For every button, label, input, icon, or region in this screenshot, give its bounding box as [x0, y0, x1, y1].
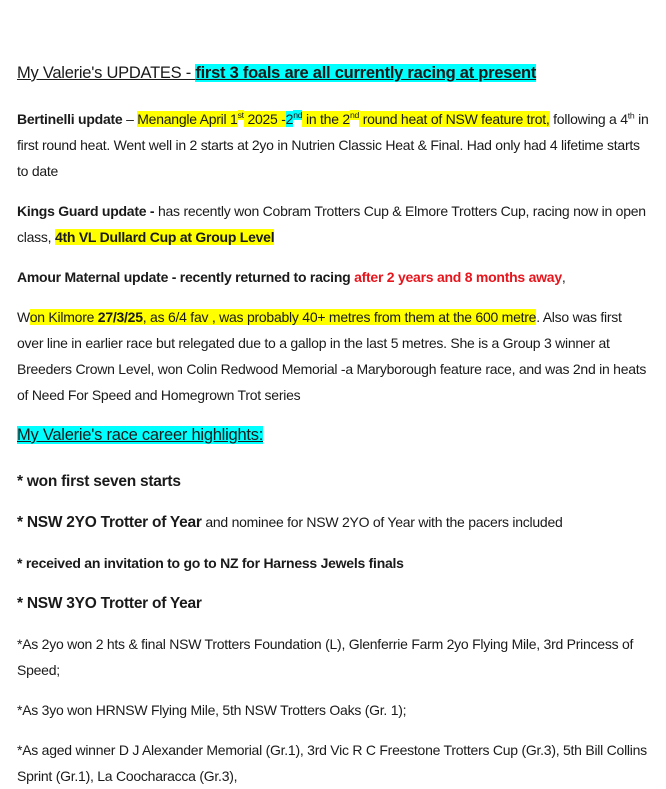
text-run: *As 2yo won 2 hts & final NSW Trotters Foundation (L), Glenferrie Farm 2yo Flying Mile, 3rd Princess of Speed;	[17, 636, 634, 678]
text-run: . Also was first over line in earlier race but relegated due to a gallop in the last 5 metres. She is a Group 3 winner at Breeders Crown Level, won Colin Redwood Memorial -a Maryborough feature race, and was 2nd in heats of Need For Speed and Homegrown Trot series	[17, 309, 647, 403]
text-run: 4th VL Dullard Cup at Group Level	[54, 229, 275, 245]
text-run: Bertinelli update	[17, 111, 123, 127]
text-run: W	[17, 309, 30, 325]
text-run: My Valerie's race career highlights:	[17, 426, 264, 444]
text-run: th	[627, 110, 635, 121]
text-run: nd	[293, 110, 303, 121]
text-run: nd	[349, 110, 360, 121]
text-run: * NSW 3YO Trotter of Year	[17, 595, 202, 612]
text-run: has recently won Cobram Trotters Cup & Elmore Trotters Cup, racing now in open class,	[17, 203, 646, 245]
paragraph-bertinelli-update	[17, 106, 650, 184]
paragraph-as-aged-results	[17, 737, 650, 789]
paragraph-highlight-nsw-2yo	[17, 509, 650, 536]
text-run: Kings Guard update -	[17, 203, 158, 219]
paragraph-as-3yo-results	[17, 697, 650, 723]
text-run: 2	[285, 111, 294, 127]
text-run: * won first seven starts	[17, 473, 181, 490]
paragraph-highlight-nz-invitation	[17, 550, 650, 576]
text-run: My Valerie's UPDATES -	[17, 64, 196, 82]
paragraph-kings-guard-update	[17, 198, 650, 250]
paragraph-amour-maternal-update	[17, 264, 650, 290]
text-run: following a 4	[549, 111, 628, 127]
text-run: on Kilmore	[29, 309, 98, 325]
paragraph-highlight-won-first-seven	[17, 468, 650, 495]
text-run: first 3 foals are all currently racing at present	[195, 64, 537, 82]
text-run: *As 3yo won HRNSW Flying Mile, 5th NSW Trotters Oaks (Gr. 1);	[17, 702, 407, 718]
text-run: 27/3/25	[97, 309, 143, 325]
paragraph-kilmore-result	[17, 304, 650, 408]
text-run: ,	[561, 269, 566, 285]
text-run: * received an invitation to go to NZ for Harness Jewels finals	[17, 555, 404, 571]
paragraph-title	[17, 60, 650, 86]
text-run: –	[122, 111, 138, 127]
text-run: , as 6/4 fav , was probably 40+ metres from them at the 600 metre	[142, 309, 537, 325]
paragraph-highlight-nsw-3yo	[17, 590, 650, 617]
text-run: and nominee for NSW 2YO of Year with the pacers included	[201, 514, 563, 530]
text-run: in first round heat. Went well in 2 starts at 2yo in Nutrien Classic Heat & Final. Had only had 4 lifetime starts to date	[17, 111, 649, 179]
text-run: * NSW 2YO Trotter of Year	[17, 514, 202, 531]
text-run: in the 2	[302, 111, 350, 127]
text-run: 2025 -	[243, 111, 286, 127]
text-run: st	[237, 110, 244, 121]
text-run: Amour Maternal update - recently returned to racing	[17, 269, 355, 285]
text-run: *As aged winner D J Alexander Memorial (Gr.1), 3rd Vic R C Freestone Trotters Cup (Gr.3), 5th Bill Collins Sprint (Gr.1), La Coocharacca (Gr.3),	[17, 742, 647, 784]
text-run: Menangle April 1	[137, 111, 238, 127]
paragraph-race-career-highlights-heading	[17, 422, 650, 448]
paragraph-as-2yo-results	[17, 631, 650, 683]
text-run: after 2 years and 8 months away	[354, 269, 562, 285]
text-run: round heat of NSW feature trot,	[359, 111, 550, 127]
